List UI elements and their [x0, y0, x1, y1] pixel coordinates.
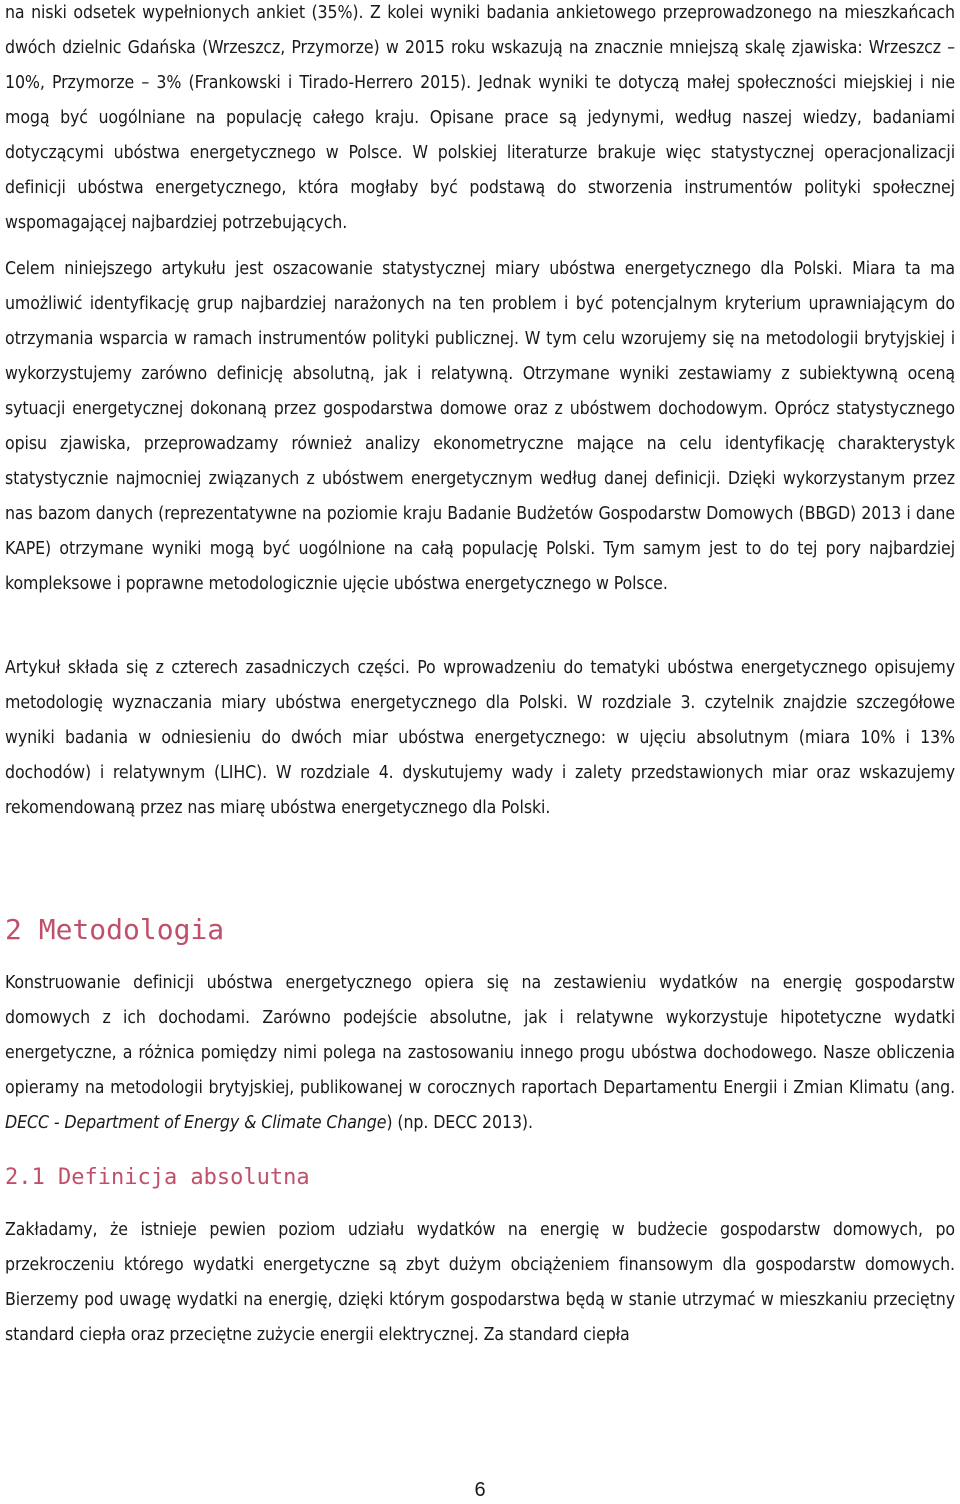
paragraph-methodology [5, 966, 955, 1141]
paragraph-aim: Celem niniejszego artykułu jest oszacowanie statystycznej miary ubóstwa energetycznego dla Polski. Miara ta ma umożliwić identyfikację grup najbardziej narażonych na ten problem i być potencjalnym kryterium uprawniającym do otrzymania wsparcia w ramach instrumentów polityki publicznej. W tym celu wzorujemy się na metodologii brytyjskiej i wykorzystujemy zarówno definicję absolutną, jak i relatywną. Otrzymane wyniki zestawiamy z subiektywną oceną sytuacji energetycznej dokonaną przez gospodarstwa domowe oraz z ubóstwem dochodowym. Oprócz statystycznego opisu zjawiska, przeprowadzamy również analizy ekonometryczne mające na celu identyfikację charakterystyk statystycznie najmocniej związanych z ubóstwem energetycznym według danej definicji. Dzięki wykorzystanym przez nas bazom danych (reprezentatywne na poziomie kraju Badanie Budżetów Gospodarstw Domowych (BBGD) 2013 i dane KAPE) otrzymane wyniki mogą być uogólnione na całą populację Polski. Tym samym jest to do tej pory najbardziej kompleksowe i poprawne metodologicznie ujęcie ubóstwa energetycznego w Polsce. [5, 259, 955, 594]
paragraph-methodology-text-a: Konstruowanie definicji ubóstwa energetycznego opiera się na zestawieniu wydatków na energię gospodarstw domowych z ich dochodami. Zarówno podejście absolutne, jak i relatywne wykorzystuje hipotetyczne wydatki energetyczne, a różnica pomiędzy nimi polega na zastosowaniu innego progu ubóstwa dochodowego. Nasze obliczenia opieramy na metodologii brytyjskiej, publikowanej w corocznych raportach Departamentu Energii i Zmian Klimatu (ang. [5, 973, 955, 1098]
paragraph-methodology-decc: DECC - Department of Energy & Climate Change [5, 1113, 387, 1133]
section-heading-methodology: 2 Metodologia [5, 913, 225, 946]
subsection-heading-absolute: 2.1 Definicja absolutna [5, 1165, 310, 1190]
page-number: 6 [474, 1479, 486, 1501]
paragraph-structure: Artykuł składa się z czterech zasadniczych części. Po wprowadzeniu do tematyki ubóstwa energetycznego opisujemy metodologię wyznaczania miary ubóstwa energetycznego dla Polski. W rozdziale 3. czytelnik znajdzie szczegółowe wyniki badania w odniesieniu do dwóch miar ubóstwa energetycznego: w ujęciu absolutnym (miara 10% i 13% dochodów) i relatywnym (LIHC). W rozdziale 4. dyskutujemy wady i zalety przedstawionych miar oraz wskazujemy rekomendowaną przez nas miarę ubóstwa energetycznego dla Polski. [5, 658, 955, 818]
paragraph-absolute-definition: Zakładamy, że istnieje pewien poziom udziału wydatków na energię w budżecie gospodarstw domowych, po przekroczeniu którego wydatki energetyczne są zbyt dużym obciążeniem finansowym dla gospodarstw domowych. Bierzemy pod uwagę wydatki na energię, dzięki którym gospodarstwa będą w stanie utrzymać w mieszkaniu przeciętny standard ciepła oraz przeciętne zużycie energii elektrycznej. Za standard ciepła [5, 1220, 955, 1345]
paragraph-methodology-text-b: ) (np. DECC 2013). [386, 1113, 533, 1133]
paragraph-intro-continued: na niski odsetek wypełnionych ankiet (35%). Z kolei wyniki badania ankietowego przeprowadzonego na mieszkańcach dwóch dzielnic Gdańska (Wrzeszcz, Przymorze) w 2015 roku wskazują na znacznie mniejszą skalę zjawiska: Wrzeszcz – 10%, Przymorze – 3% (Frankowski i Tirado-Herrero 2015). Jednak wyniki te dotyczą małej społeczności miejskiej i nie mogą być uogólniane na populację całego kraju. Opisane prace są jedynymi, według naszej wiedzy, badaniami dotyczącymi ubóstwa energetycznego w Polsce. W polskiej literaturze brakuje więc statystycznej operacjonalizacji definicji ubóstwa energetycznego, która mogłaby być podstawą do stworzenia instrumentów polityki społecznej wspomagającej najbardziej potrzebujących. [5, 3, 955, 233]
